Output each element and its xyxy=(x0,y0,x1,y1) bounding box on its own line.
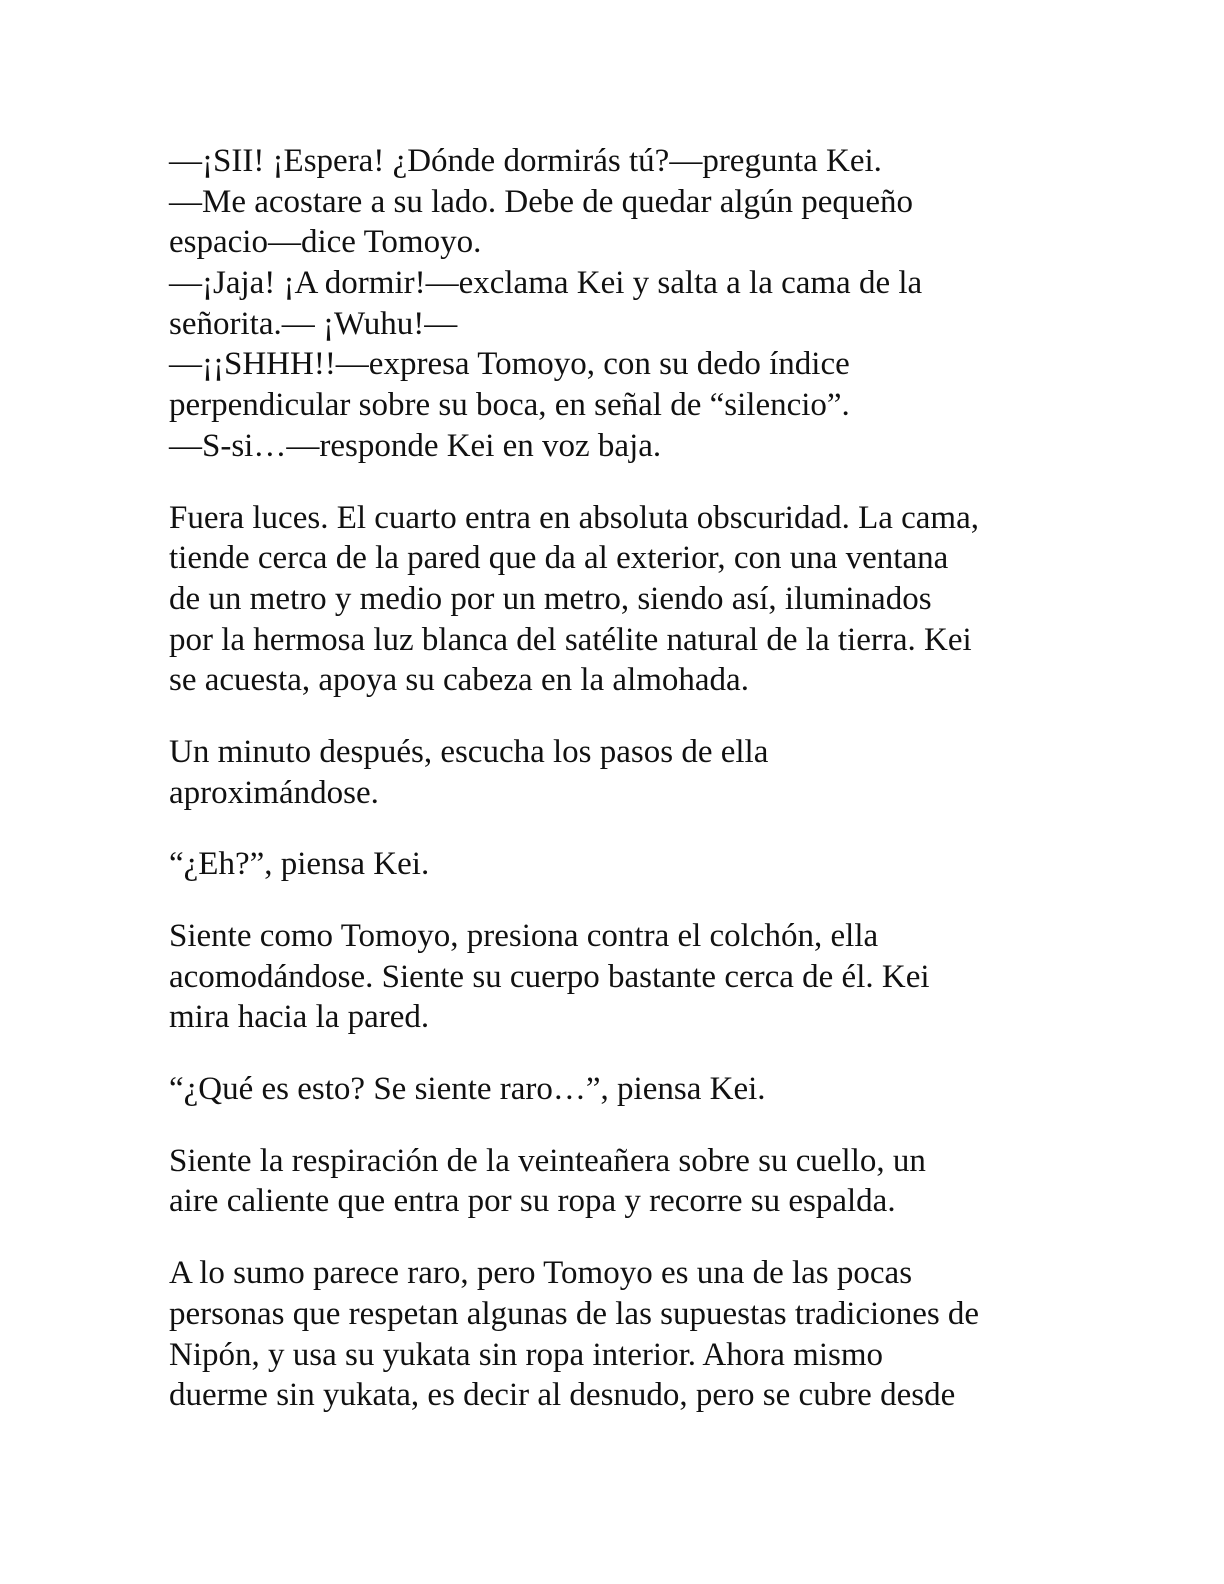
text-line: se acuesta, apoya su cabeza en la almohada. xyxy=(169,662,749,699)
paragraph-gap xyxy=(169,1222,1059,1253)
paragraph xyxy=(169,1069,1059,1110)
text-line: “¿Eh?”, piensa Kei. xyxy=(169,846,430,883)
document-page xyxy=(169,141,1059,1416)
text-line: aire caliente que entra por su ropa y recorre su espalda. xyxy=(169,1183,896,1220)
dialogue-block xyxy=(169,141,1059,467)
text-line: —Me acostare a su lado. Debe de quedar algún pequeño xyxy=(169,183,914,220)
text-line: aproximándose. xyxy=(169,774,379,811)
text-line: por la hermosa luz blanca del satélite natural de la tierra. Kei xyxy=(169,621,972,658)
paragraph xyxy=(169,844,1059,885)
paragraph-gap xyxy=(169,1110,1059,1141)
text-line: Fuera luces. El cuarto entra en absoluta obscuridad. La cama, xyxy=(169,499,979,536)
text-line: señorita.— ¡Wuhu!— xyxy=(169,305,458,342)
paragraph xyxy=(169,1141,1059,1222)
paragraph-gap xyxy=(169,467,1059,498)
paragraph-gap xyxy=(169,701,1059,732)
text-line: perpendicular sobre su boca, en señal de “silencio”. xyxy=(169,387,850,424)
text-line: —¡¡SHHH!!—expresa Tomoyo, con su dedo índice xyxy=(169,346,850,383)
text-line: —¡SII! ¡Espera! ¿Dónde dormirás tú?—pregunta Kei. xyxy=(169,143,882,179)
text-line: acomodándose. Siente su cuerpo bastante cerca de él. Kei xyxy=(169,958,930,995)
text-line: duerme sin yukata, es decir al desnudo, pero se cubre desde xyxy=(169,1377,956,1414)
text-line: Siente como Tomoyo, presiona contra el colchón, ella xyxy=(169,918,879,954)
paragraph xyxy=(169,732,1059,813)
paragraph xyxy=(169,1253,1059,1416)
paragraph xyxy=(169,498,1059,701)
text-line: tiende cerca de la pared que da al exterior, con una ventana xyxy=(169,540,949,577)
text-line: —¡Jaja! ¡A dormir!—exclama Kei y salta a la cama de la xyxy=(169,265,923,302)
text-line: personas que respetan algunas de las supuestas tradiciones de xyxy=(169,1295,980,1332)
text-line: de un metro y medio por un metro, siendo así, iluminados xyxy=(169,580,932,617)
text-line: espacio—dice Tomoyo. xyxy=(169,224,482,261)
paragraph-gap xyxy=(169,885,1059,916)
text-line: Un minuto después, escucha los pasos de ella xyxy=(169,733,769,770)
paragraph xyxy=(169,916,1059,1038)
text-line: Siente la respiración de la veinteañera sobre su cuello, un xyxy=(169,1142,926,1179)
text-line: A lo sumo parece raro, pero Tomoyo es una de las pocas xyxy=(169,1255,913,1292)
paragraph-gap xyxy=(169,1038,1059,1069)
text-line: mira hacia la pared. xyxy=(169,999,430,1036)
text-line: Nipón, y usa su yukata sin ropa interior. Ahora mismo xyxy=(169,1336,883,1373)
text-line: “¿Qué es esto? Se siente raro…”, piensa Kei. xyxy=(169,1071,766,1108)
text-line: —S-si…—responde Kei en voz baja. xyxy=(169,427,662,464)
paragraph-gap xyxy=(169,813,1059,844)
